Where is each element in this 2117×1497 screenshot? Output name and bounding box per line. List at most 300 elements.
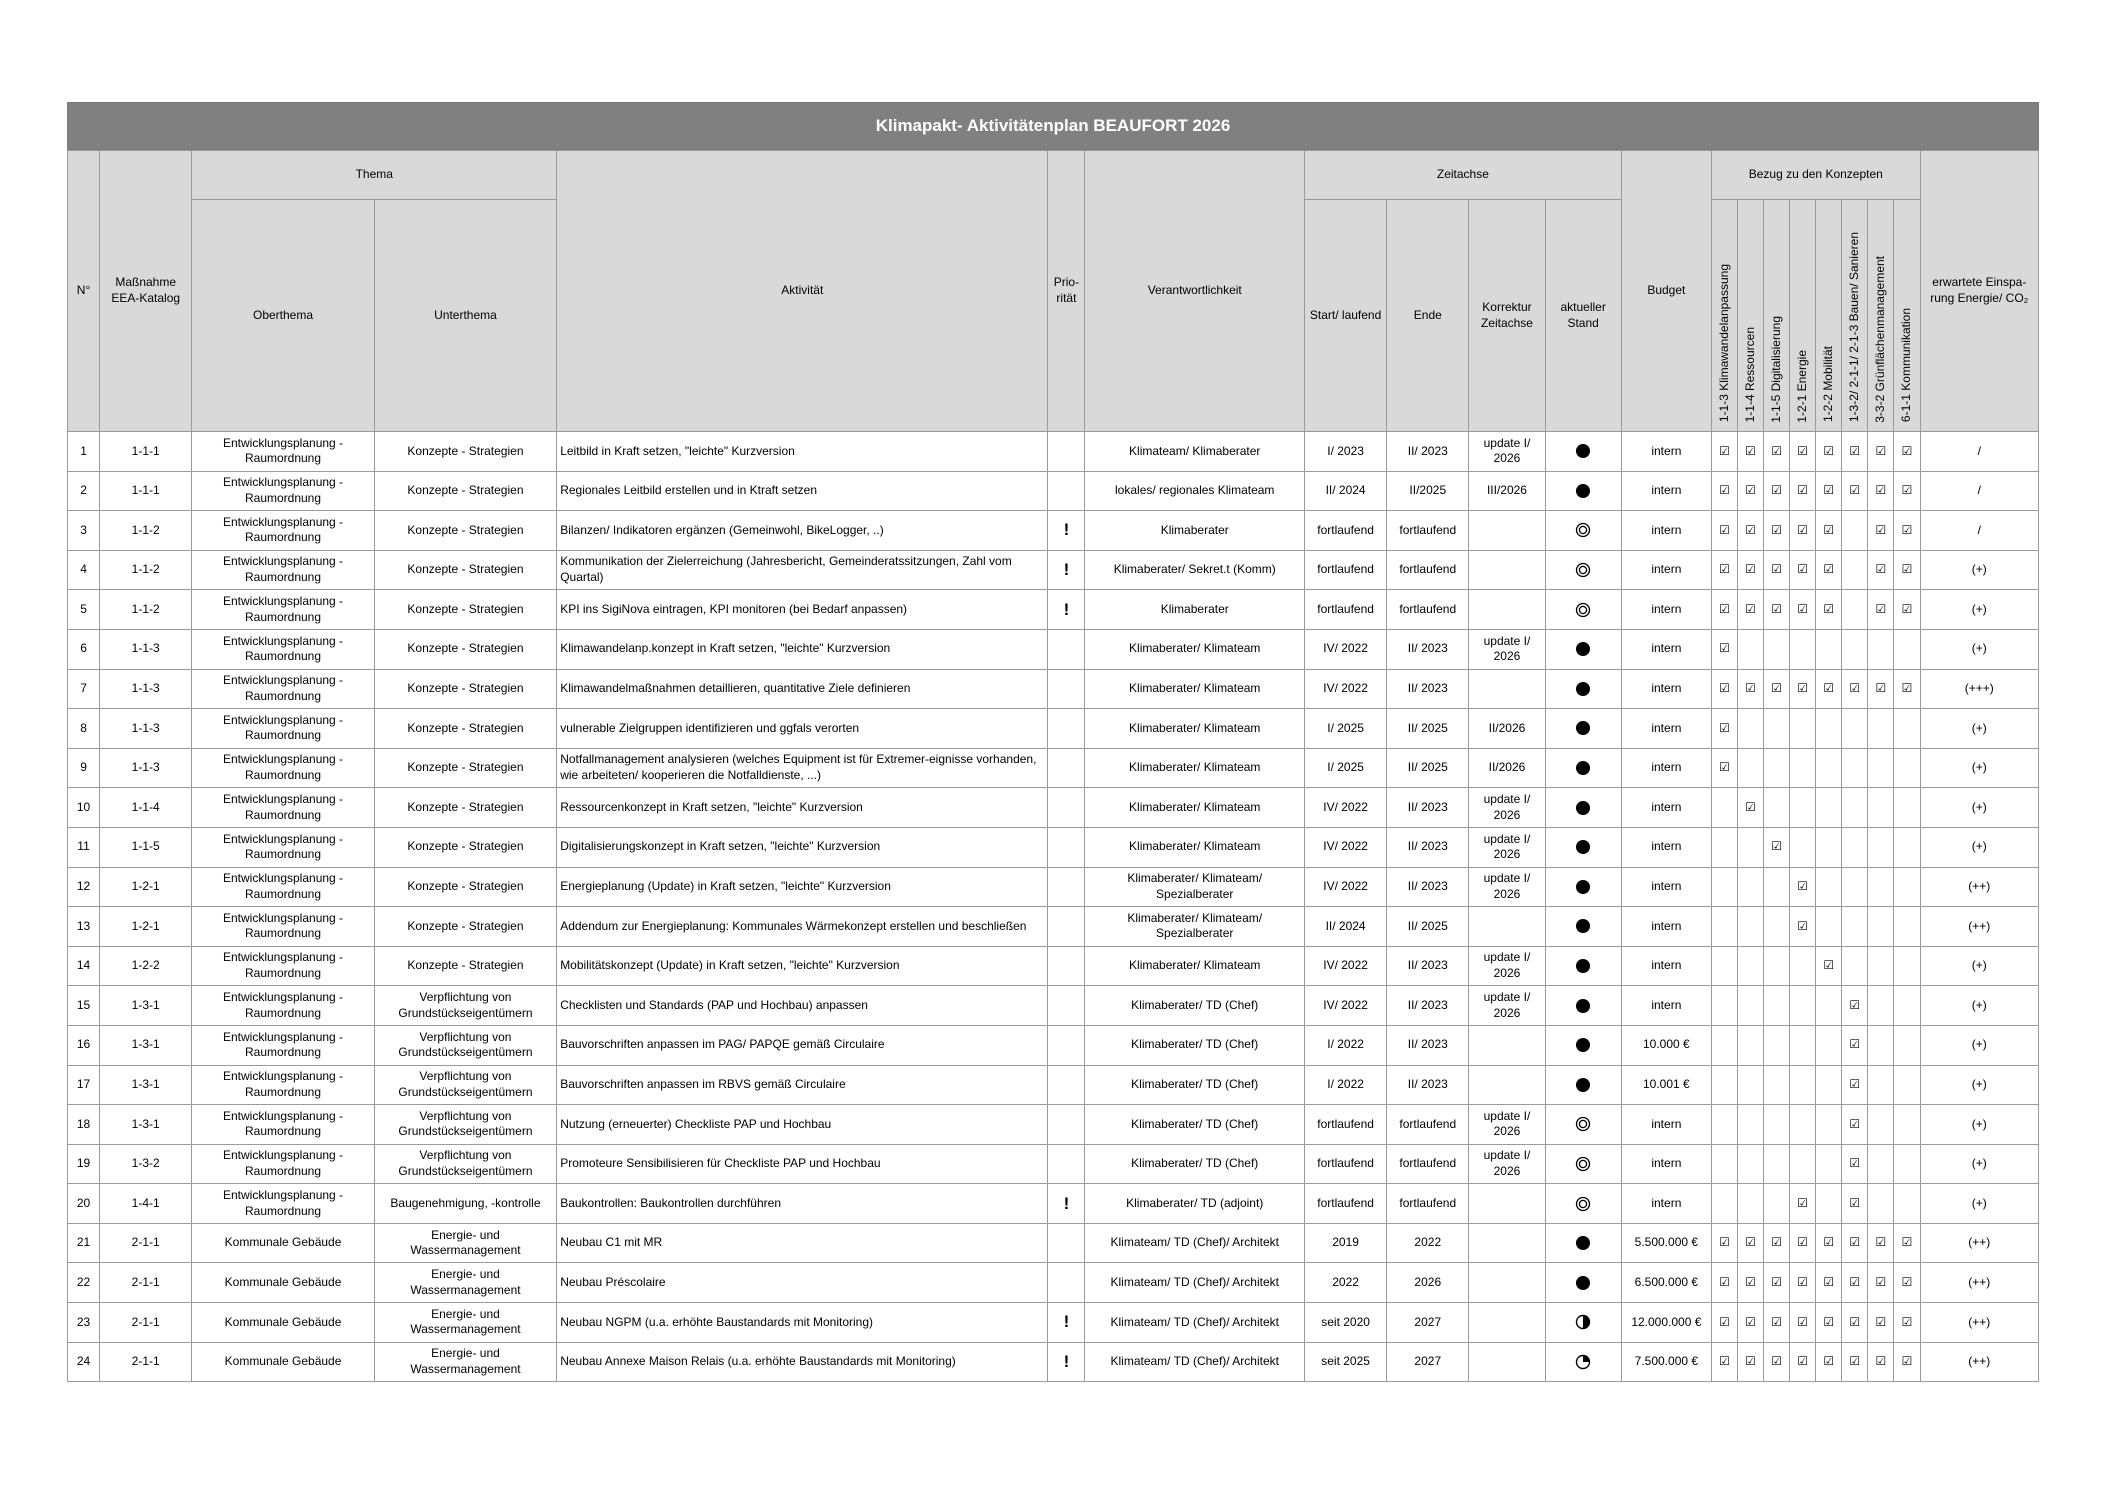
status-half-icon xyxy=(1545,1303,1621,1343)
checkbox-checked-icon: ☑ xyxy=(1738,432,1764,472)
energie-einsparung: (+) xyxy=(1920,1065,2038,1105)
checkbox-checked-icon: ☑ xyxy=(1764,1303,1790,1343)
energie-einsparung: (+) xyxy=(1920,748,2038,788)
massnahme-code: 1-1-3 xyxy=(100,709,192,749)
oberthema: Entwicklungsplanung - Raumordnung xyxy=(192,986,374,1026)
table-row xyxy=(68,511,2039,551)
korrektur-zeitachse xyxy=(1469,1025,1545,1065)
korrektur-zeitachse xyxy=(1469,1065,1545,1105)
header-energie: erwartete Einspa-rung Energie/ CO₂ xyxy=(1920,151,2038,432)
energie-einsparung: (+) xyxy=(1920,986,2038,1026)
checkbox-checked-icon: ☑ xyxy=(1816,1342,1842,1382)
massnahme-code: 1-1-3 xyxy=(100,629,192,669)
concept-cell xyxy=(1790,986,1816,1026)
budget: 6.500.000 € xyxy=(1621,1263,1711,1303)
table-row xyxy=(68,550,2039,590)
end-date: II/2025 xyxy=(1387,471,1469,511)
header-konzept: 1-1-4 Ressourcen xyxy=(1738,200,1764,432)
checkbox-checked-icon: ☑ xyxy=(1816,1263,1842,1303)
budget: intern xyxy=(1621,788,1711,828)
concept-cell xyxy=(1711,827,1737,867)
verantwortlichkeit: Klimateam/ TD (Chef)/ Architekt xyxy=(1085,1303,1305,1343)
aktivitaet: Neubau C1 mit MR xyxy=(557,1223,1048,1263)
concept-cell xyxy=(1764,986,1790,1026)
status-done-icon xyxy=(1545,907,1621,947)
verantwortlichkeit: Klimaberater/ Klimateam/ Spezialberater xyxy=(1085,867,1305,907)
start-date: IV/ 2022 xyxy=(1305,629,1387,669)
end-date: II/ 2025 xyxy=(1387,709,1469,749)
budget: intern xyxy=(1621,946,1711,986)
checkbox-checked-icon: ☑ xyxy=(1868,471,1894,511)
concept-cell xyxy=(1764,1144,1790,1184)
concept-cell xyxy=(1764,788,1790,828)
checkbox-checked-icon: ☑ xyxy=(1790,669,1816,709)
start-date: II/ 2024 xyxy=(1305,907,1387,947)
table-row xyxy=(68,1303,2039,1343)
oberthema: Entwicklungsplanung - Raumordnung xyxy=(192,946,374,986)
korrektur-zeitachse: update I/ 2026 xyxy=(1469,1105,1545,1145)
concept-cell xyxy=(1738,629,1764,669)
priority-mark-icon: ! xyxy=(1048,1303,1085,1343)
checkbox-checked-icon: ☑ xyxy=(1790,1303,1816,1343)
checkbox-checked-icon: ☑ xyxy=(1842,471,1868,511)
oberthema: Entwicklungsplanung - Raumordnung xyxy=(192,1184,374,1224)
start-date: I/ 2025 xyxy=(1305,748,1387,788)
status-done-icon xyxy=(1545,867,1621,907)
oberthema: Entwicklungsplanung - Raumordnung xyxy=(192,669,374,709)
row-number: 22 xyxy=(68,1263,100,1303)
checkbox-checked-icon: ☑ xyxy=(1868,1303,1894,1343)
aktivitaet: Bauvorschriften anpassen im RBVS gemäß Circulaire xyxy=(557,1065,1048,1105)
end-date: II/ 2023 xyxy=(1387,432,1469,472)
checkbox-checked-icon: ☑ xyxy=(1764,471,1790,511)
row-number: 11 xyxy=(68,827,100,867)
table-row xyxy=(68,907,2039,947)
energie-einsparung: (+) xyxy=(1920,709,2038,749)
concept-cell xyxy=(1894,748,1920,788)
concept-cell xyxy=(1790,709,1816,749)
header-ende: Ende xyxy=(1387,200,1469,432)
concept-cell xyxy=(1711,1025,1737,1065)
budget: intern xyxy=(1621,511,1711,551)
status-done-icon xyxy=(1545,471,1621,511)
massnahme-code: 1-3-1 xyxy=(100,1025,192,1065)
korrektur-zeitachse: III/2026 xyxy=(1469,471,1545,511)
verantwortlichkeit: Klimaberater/ TD (Chef) xyxy=(1085,986,1305,1026)
start-date: 2022 xyxy=(1305,1263,1387,1303)
korrektur-zeitachse xyxy=(1469,590,1545,630)
checkbox-checked-icon: ☑ xyxy=(1738,550,1764,590)
oberthema: Entwicklungsplanung - Raumordnung xyxy=(192,471,374,511)
status-done-icon xyxy=(1545,946,1621,986)
end-date: fortlaufend xyxy=(1387,590,1469,630)
oberthema: Entwicklungsplanung - Raumordnung xyxy=(192,432,374,472)
budget: intern xyxy=(1621,432,1711,472)
unterthema: Konzepte - Strategien xyxy=(374,629,556,669)
energie-einsparung: (+) xyxy=(1920,629,2038,669)
concept-cell xyxy=(1894,1065,1920,1105)
checkbox-checked-icon: ☑ xyxy=(1816,946,1842,986)
concept-cell xyxy=(1816,709,1842,749)
checkbox-checked-icon: ☑ xyxy=(1842,1065,1868,1105)
status-done-icon xyxy=(1545,669,1621,709)
energie-einsparung: (++) xyxy=(1920,1263,2038,1303)
priority-cell xyxy=(1048,1105,1085,1145)
concept-cell xyxy=(1816,1144,1842,1184)
concept-cell xyxy=(1816,867,1842,907)
concept-cell xyxy=(1816,788,1842,828)
concept-cell xyxy=(1816,827,1842,867)
checkbox-checked-icon: ☑ xyxy=(1790,590,1816,630)
checkbox-checked-icon: ☑ xyxy=(1842,1263,1868,1303)
concept-cell xyxy=(1894,946,1920,986)
concept-cell xyxy=(1790,748,1816,788)
table-row xyxy=(68,1263,2039,1303)
priority-cell xyxy=(1048,748,1085,788)
unterthema: Verpflichtung von Grundstückseigentümern xyxy=(374,1025,556,1065)
aktivitaet: Ressourcenkonzept in Kraft setzen, "leichte" Kurzversion xyxy=(557,788,1048,828)
energie-einsparung: (+) xyxy=(1920,827,2038,867)
end-date: II/ 2023 xyxy=(1387,788,1469,828)
header-aktivitaet: Aktivität xyxy=(557,151,1048,432)
verantwortlichkeit: Klimaberater/ Sekret.t (Komm) xyxy=(1085,550,1305,590)
checkbox-checked-icon: ☑ xyxy=(1738,1263,1764,1303)
checkbox-checked-icon: ☑ xyxy=(1711,669,1737,709)
unterthema: Energie- und Wassermanagement xyxy=(374,1342,556,1382)
checkbox-checked-icon: ☑ xyxy=(1790,1223,1816,1263)
verantwortlichkeit: Klimateam/ Klimaberater xyxy=(1085,432,1305,472)
oberthema: Kommunale Gebäude xyxy=(192,1303,374,1343)
concept-cell xyxy=(1738,946,1764,986)
checkbox-checked-icon: ☑ xyxy=(1816,471,1842,511)
oberthema: Entwicklungsplanung - Raumordnung xyxy=(192,788,374,828)
end-date: 2027 xyxy=(1387,1303,1469,1343)
checkbox-checked-icon: ☑ xyxy=(1894,669,1920,709)
korrektur-zeitachse xyxy=(1469,1184,1545,1224)
energie-einsparung: / xyxy=(1920,471,2038,511)
checkbox-checked-icon: ☑ xyxy=(1764,550,1790,590)
aktivitaet: Bilanzen/ Indikatoren ergänzen (Gemeinwohl, BikeLogger, ..) xyxy=(557,511,1048,551)
priority-cell xyxy=(1048,432,1085,472)
concept-cell xyxy=(1738,1144,1764,1184)
concept-cell xyxy=(1842,946,1868,986)
energie-einsparung: (+) xyxy=(1920,1144,2038,1184)
checkbox-checked-icon: ☑ xyxy=(1894,1263,1920,1303)
concept-cell xyxy=(1868,629,1894,669)
concept-cell xyxy=(1868,1105,1894,1145)
concept-cell xyxy=(1711,1105,1737,1145)
end-date: 2027 xyxy=(1387,1342,1469,1382)
concept-cell xyxy=(1894,629,1920,669)
verantwortlichkeit: Klimaberater/ Klimateam xyxy=(1085,629,1305,669)
aktivitaet: Promoteure Sensibilisieren für Checkliste PAP und Hochbau xyxy=(557,1144,1048,1184)
start-date: seit 2020 xyxy=(1305,1303,1387,1343)
priority-cell xyxy=(1048,827,1085,867)
aktivitaet: Notfallmanagement analysieren (welches Equipment ist für Extremer-eignisse vorhanden, wie arbeiteten/ kooperieren die Notfalldienste, ...) xyxy=(557,748,1048,788)
budget: intern xyxy=(1621,748,1711,788)
concept-cell xyxy=(1842,827,1868,867)
energie-einsparung: (++) xyxy=(1920,907,2038,947)
concept-cell xyxy=(1894,1144,1920,1184)
budget: intern xyxy=(1621,669,1711,709)
header-konzept: 1-2-2 Mobilität xyxy=(1816,200,1842,432)
start-date: IV/ 2022 xyxy=(1305,669,1387,709)
korrektur-zeitachse xyxy=(1469,550,1545,590)
row-number: 1 xyxy=(68,432,100,472)
korrektur-zeitachse xyxy=(1469,1342,1545,1382)
concept-cell xyxy=(1764,946,1790,986)
table-row xyxy=(68,1065,2039,1105)
checkbox-checked-icon: ☑ xyxy=(1764,827,1790,867)
korrektur-zeitachse: update I/ 2026 xyxy=(1469,432,1545,472)
concept-cell xyxy=(1868,788,1894,828)
row-number: 3 xyxy=(68,511,100,551)
table-row xyxy=(68,1144,2039,1184)
checkbox-checked-icon: ☑ xyxy=(1842,986,1868,1026)
unterthema: Konzepte - Strategien xyxy=(374,432,556,472)
concept-cell xyxy=(1816,1025,1842,1065)
start-date: IV/ 2022 xyxy=(1305,867,1387,907)
checkbox-checked-icon: ☑ xyxy=(1790,1263,1816,1303)
budget: 10.000 € xyxy=(1621,1025,1711,1065)
row-number: 7 xyxy=(68,669,100,709)
budget: 7.500.000 € xyxy=(1621,1342,1711,1382)
budget: 10.001 € xyxy=(1621,1065,1711,1105)
concept-cell xyxy=(1790,827,1816,867)
start-date: fortlaufend xyxy=(1305,1144,1387,1184)
verantwortlichkeit: Klimaberater/ Klimateam xyxy=(1085,946,1305,986)
checkbox-checked-icon: ☑ xyxy=(1764,590,1790,630)
priority-cell xyxy=(1048,709,1085,749)
energie-einsparung: (++) xyxy=(1920,1342,2038,1382)
priority-cell xyxy=(1048,946,1085,986)
checkbox-checked-icon: ☑ xyxy=(1842,1025,1868,1065)
verantwortlichkeit: Klimaberater/ Klimateam/ Spezialberater xyxy=(1085,907,1305,947)
checkbox-checked-icon: ☑ xyxy=(1790,471,1816,511)
row-number: 6 xyxy=(68,629,100,669)
checkbox-checked-icon: ☑ xyxy=(1711,511,1737,551)
row-number: 21 xyxy=(68,1223,100,1263)
massnahme-code: 2-1-1 xyxy=(100,1263,192,1303)
start-date: fortlaufend xyxy=(1305,511,1387,551)
table-row xyxy=(68,471,2039,511)
header-konzept: 1-1-5 Digitalisierung xyxy=(1764,200,1790,432)
oberthema: Entwicklungsplanung - Raumordnung xyxy=(192,1025,374,1065)
aktivitaet: Baukontrollen: Baukontrollen durchführen xyxy=(557,1184,1048,1224)
energie-einsparung: (+++) xyxy=(1920,669,2038,709)
checkbox-checked-icon: ☑ xyxy=(1711,629,1737,669)
checkbox-checked-icon: ☑ xyxy=(1868,669,1894,709)
concept-cell xyxy=(1894,1105,1920,1145)
oberthema: Entwicklungsplanung - Raumordnung xyxy=(192,590,374,630)
unterthema: Verpflichtung von Grundstückseigentümern xyxy=(374,1105,556,1145)
concept-cell xyxy=(1711,986,1737,1026)
aktivitaet: Leitbild in Kraft setzen, "leichte" Kurzversion xyxy=(557,432,1048,472)
energie-einsparung: (+) xyxy=(1920,788,2038,828)
end-date: II/ 2023 xyxy=(1387,946,1469,986)
massnahme-code: 1-1-2 xyxy=(100,550,192,590)
concept-cell xyxy=(1790,946,1816,986)
oberthema: Entwicklungsplanung - Raumordnung xyxy=(192,1065,374,1105)
verantwortlichkeit: Klimaberater/ TD (Chef) xyxy=(1085,1025,1305,1065)
table-row xyxy=(68,867,2039,907)
concept-cell xyxy=(1711,946,1737,986)
massnahme-code: 2-1-1 xyxy=(100,1303,192,1343)
header-konzept: 1-2-1 Energie xyxy=(1790,200,1816,432)
concept-cell xyxy=(1764,907,1790,947)
priority-cell xyxy=(1048,986,1085,1026)
unterthema: Energie- und Wassermanagement xyxy=(374,1303,556,1343)
unterthema: Konzepte - Strategien xyxy=(374,511,556,551)
unterthema: Konzepte - Strategien xyxy=(374,946,556,986)
concept-cell xyxy=(1842,907,1868,947)
aktivitaet: Neubau Préscolaire xyxy=(557,1263,1048,1303)
start-date: IV/ 2022 xyxy=(1305,946,1387,986)
oberthema: Kommunale Gebäude xyxy=(192,1223,374,1263)
massnahme-code: 1-1-2 xyxy=(100,590,192,630)
concept-cell xyxy=(1790,1144,1816,1184)
header-zeitachse: Zeitachse xyxy=(1305,151,1622,200)
korrektur-zeitachse: II/2026 xyxy=(1469,709,1545,749)
checkbox-checked-icon: ☑ xyxy=(1738,1303,1764,1343)
verantwortlichkeit: Klimaberater/ Klimateam xyxy=(1085,709,1305,749)
concept-cell xyxy=(1711,1065,1737,1105)
checkbox-checked-icon: ☑ xyxy=(1711,550,1737,590)
korrektur-zeitachse: update I/ 2026 xyxy=(1469,1144,1545,1184)
energie-einsparung: / xyxy=(1920,511,2038,551)
aktivitaet: Checklisten und Standards (PAP und Hochbau) anpassen xyxy=(557,986,1048,1026)
concept-cell xyxy=(1868,827,1894,867)
concept-cell xyxy=(1764,1025,1790,1065)
row-number: 20 xyxy=(68,1184,100,1224)
aktivitaet: Neubau NGPM (u.a. erhöhte Baustandards mit Monitoring) xyxy=(557,1303,1048,1343)
checkbox-checked-icon: ☑ xyxy=(1711,709,1737,749)
unterthema: Konzepte - Strategien xyxy=(374,788,556,828)
verantwortlichkeit: Klimateam/ TD (Chef)/ Architekt xyxy=(1085,1342,1305,1382)
end-date: II/ 2025 xyxy=(1387,907,1469,947)
checkbox-checked-icon: ☑ xyxy=(1738,471,1764,511)
concept-cell xyxy=(1842,788,1868,828)
concept-cell xyxy=(1738,907,1764,947)
checkbox-checked-icon: ☑ xyxy=(1816,1223,1842,1263)
budget: intern xyxy=(1621,827,1711,867)
row-number: 17 xyxy=(68,1065,100,1105)
table-row xyxy=(68,590,2039,630)
checkbox-checked-icon: ☑ xyxy=(1711,590,1737,630)
massnahme-code: 1-1-1 xyxy=(100,471,192,511)
budget: intern xyxy=(1621,629,1711,669)
concept-cell xyxy=(1738,1065,1764,1105)
start-date: fortlaufend xyxy=(1305,550,1387,590)
priority-cell xyxy=(1048,1025,1085,1065)
aktivitaet: vulnerable Zielgruppen identifizieren und ggfals verorten xyxy=(557,709,1048,749)
checkbox-checked-icon: ☑ xyxy=(1816,590,1842,630)
aktivitaet: Regionales Leitbild erstellen und in Ktraft setzen xyxy=(557,471,1048,511)
checkbox-checked-icon: ☑ xyxy=(1790,907,1816,947)
concept-cell xyxy=(1711,788,1737,828)
start-date: IV/ 2022 xyxy=(1305,986,1387,1026)
end-date: fortlaufend xyxy=(1387,511,1469,551)
concept-cell xyxy=(1738,1025,1764,1065)
table-row xyxy=(68,432,2039,472)
table-row xyxy=(68,1184,2039,1224)
checkbox-checked-icon: ☑ xyxy=(1711,432,1737,472)
table-row xyxy=(68,1105,2039,1145)
checkbox-checked-icon: ☑ xyxy=(1816,511,1842,551)
status-done-icon xyxy=(1545,827,1621,867)
unterthema: Konzepte - Strategien xyxy=(374,709,556,749)
budget: 12.000.000 € xyxy=(1621,1303,1711,1343)
budget: intern xyxy=(1621,907,1711,947)
oberthema: Entwicklungsplanung - Raumordnung xyxy=(192,867,374,907)
concept-cell xyxy=(1868,1144,1894,1184)
status-done-icon xyxy=(1545,986,1621,1026)
status-quarter-icon xyxy=(1545,1342,1621,1382)
priority-cell xyxy=(1048,471,1085,511)
table-row xyxy=(68,788,2039,828)
priority-mark-icon: ! xyxy=(1048,550,1085,590)
checkbox-checked-icon: ☑ xyxy=(1790,1184,1816,1224)
checkbox-checked-icon: ☑ xyxy=(1842,1105,1868,1145)
verantwortlichkeit: Klimaberater/ TD (Chef) xyxy=(1085,1105,1305,1145)
checkbox-checked-icon: ☑ xyxy=(1738,1223,1764,1263)
checkbox-checked-icon: ☑ xyxy=(1711,1303,1737,1343)
row-number: 23 xyxy=(68,1303,100,1343)
end-date: II/ 2023 xyxy=(1387,1065,1469,1105)
row-number: 13 xyxy=(68,907,100,947)
status-done-icon xyxy=(1545,709,1621,749)
aktivitaet: Energieplanung (Update) in Kraft setzen, "leichte" Kurzversion xyxy=(557,867,1048,907)
checkbox-checked-icon: ☑ xyxy=(1842,1184,1868,1224)
korrektur-zeitachse xyxy=(1469,1223,1545,1263)
unterthema: Konzepte - Strategien xyxy=(374,669,556,709)
verantwortlichkeit: Klimaberater/ Klimateam xyxy=(1085,788,1305,828)
status-done-icon xyxy=(1545,629,1621,669)
massnahme-code: 1-4-1 xyxy=(100,1184,192,1224)
budget: intern xyxy=(1621,867,1711,907)
end-date: II/ 2023 xyxy=(1387,1025,1469,1065)
end-date: fortlaufend xyxy=(1387,1144,1469,1184)
budget: intern xyxy=(1621,1144,1711,1184)
concept-cell xyxy=(1894,1025,1920,1065)
start-date: I/ 2022 xyxy=(1305,1065,1387,1105)
concept-cell xyxy=(1868,946,1894,986)
activity-plan-sheet xyxy=(67,102,2039,1382)
checkbox-checked-icon: ☑ xyxy=(1894,432,1920,472)
korrektur-zeitachse: update I/ 2026 xyxy=(1469,946,1545,986)
header-unterthema: Unterthema xyxy=(374,200,556,432)
priority-cell xyxy=(1048,907,1085,947)
priority-cell xyxy=(1048,788,1085,828)
concept-cell xyxy=(1816,986,1842,1026)
status-ongoing-icon xyxy=(1545,1105,1621,1145)
korrektur-zeitachse: update I/ 2026 xyxy=(1469,827,1545,867)
concept-cell xyxy=(1816,907,1842,947)
concept-cell xyxy=(1842,511,1868,551)
checkbox-checked-icon: ☑ xyxy=(1816,550,1842,590)
end-date: fortlaufend xyxy=(1387,550,1469,590)
checkbox-checked-icon: ☑ xyxy=(1868,1342,1894,1382)
concept-cell xyxy=(1738,827,1764,867)
energie-einsparung: (+) xyxy=(1920,1105,2038,1145)
budget: 5.500.000 € xyxy=(1621,1223,1711,1263)
concept-cell xyxy=(1868,1065,1894,1105)
end-date: II/ 2023 xyxy=(1387,669,1469,709)
status-done-icon xyxy=(1545,432,1621,472)
checkbox-checked-icon: ☑ xyxy=(1711,748,1737,788)
concept-cell xyxy=(1738,709,1764,749)
concept-cell xyxy=(1842,867,1868,907)
